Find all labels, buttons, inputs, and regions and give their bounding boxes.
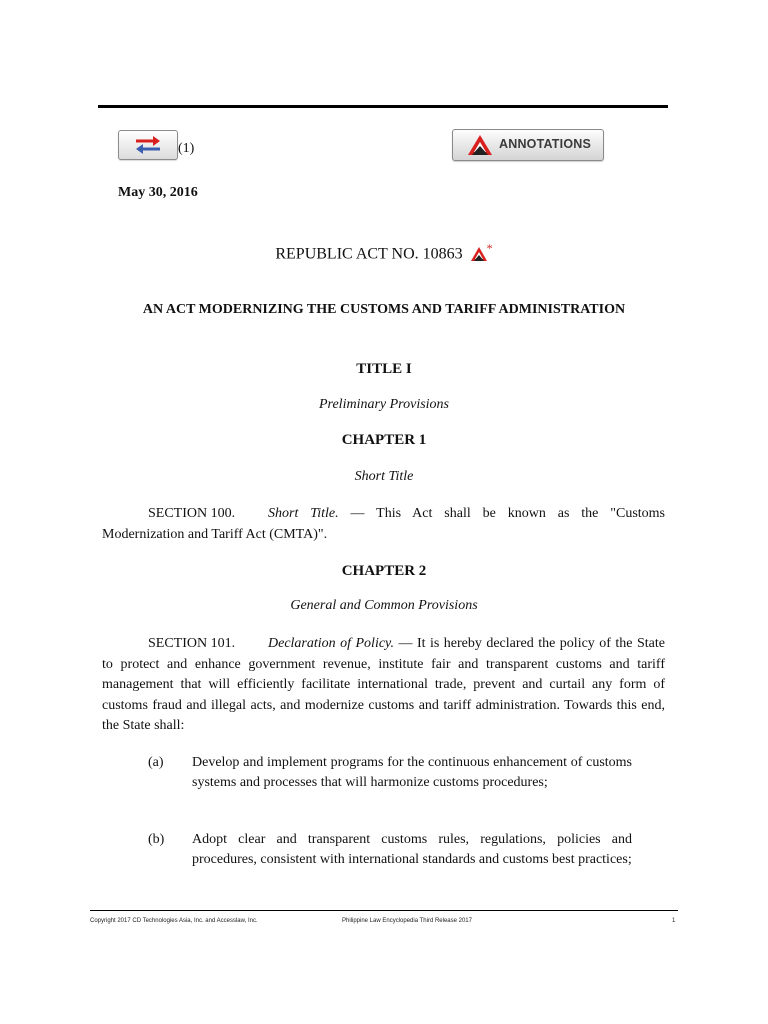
chapter-2-subheading: General and Common Provisions bbox=[290, 598, 478, 613]
section-101-heading: Declaration of Policy. bbox=[268, 636, 394, 651]
footer-page-number: 1 bbox=[672, 918, 676, 924]
section-100-text: — This Act shall be known as the "Customs Modernization and Tariff Act (CMTA)". bbox=[102, 506, 666, 542]
list-item-text: Develop and implement programs for the continuous enhancement of customs systems and processes that will harmonize customs procedures; bbox=[192, 755, 632, 790]
republic-act-title bbox=[0, 241, 768, 263]
title-heading: TITLE I bbox=[356, 361, 412, 377]
document-date: May 30, 2016 bbox=[118, 185, 198, 200]
ra-number: REPUBLIC ACT NO. 10863 bbox=[275, 245, 463, 263]
annotation-marker-icon[interactable] bbox=[471, 247, 487, 261]
section-100 bbox=[102, 504, 665, 545]
annotation-star: * bbox=[486, 241, 493, 255]
list-item bbox=[148, 830, 632, 870]
section-100-heading: Short Title. bbox=[268, 506, 339, 521]
list-item-label: (b) bbox=[148, 832, 165, 847]
section-100-number: SECTION 100. bbox=[148, 506, 236, 521]
footer-rule bbox=[90, 910, 678, 911]
chapter-1-heading: CHAPTER 1 bbox=[341, 432, 427, 448]
swap-arrows-icon bbox=[133, 134, 163, 156]
chapter-2-heading: CHAPTER 2 bbox=[341, 563, 427, 579]
history-button[interactable] bbox=[118, 130, 178, 160]
list-item bbox=[148, 753, 632, 793]
section-101-number: SECTION 101. bbox=[148, 636, 236, 651]
annotations-label: ANNOTATIONS bbox=[499, 137, 592, 151]
act-title: AN ACT MODERNIZING THE CUSTOMS AND TARIFF ADMINISTRATION bbox=[142, 302, 626, 317]
footer-copyright: Copyright 2017 CD Technologies Asia, Inc. and Accesslaw, Inc. bbox=[90, 918, 258, 924]
annotations-button[interactable] bbox=[452, 129, 604, 161]
history-count: (1) bbox=[178, 141, 195, 156]
list-item-label: (a) bbox=[148, 755, 164, 770]
chapter-1-subheading: Short Title bbox=[354, 469, 414, 484]
footer-release: Philippine Law Encyclopedia Third Release 2017 bbox=[342, 918, 472, 924]
annotation-logo-icon bbox=[467, 134, 493, 156]
title-subheading: Preliminary Provisions bbox=[318, 397, 449, 412]
top-rule bbox=[98, 105, 668, 108]
section-101 bbox=[102, 634, 665, 737]
list-item-text: Adopt clear and transparent customs rules, regulations, policies and procedures, consistent with international standards and customs best practices; bbox=[192, 832, 632, 867]
section-101-text: — It is hereby declared the policy of the State to protect and enhance government revenue, institute fair and transparent customs and tariff management that will efficiently facilitate international trade, prevent and curtail any form of customs fraud and illegal acts, and modernize customs and tariff administration. Towards this end, the State shall: bbox=[102, 636, 665, 733]
